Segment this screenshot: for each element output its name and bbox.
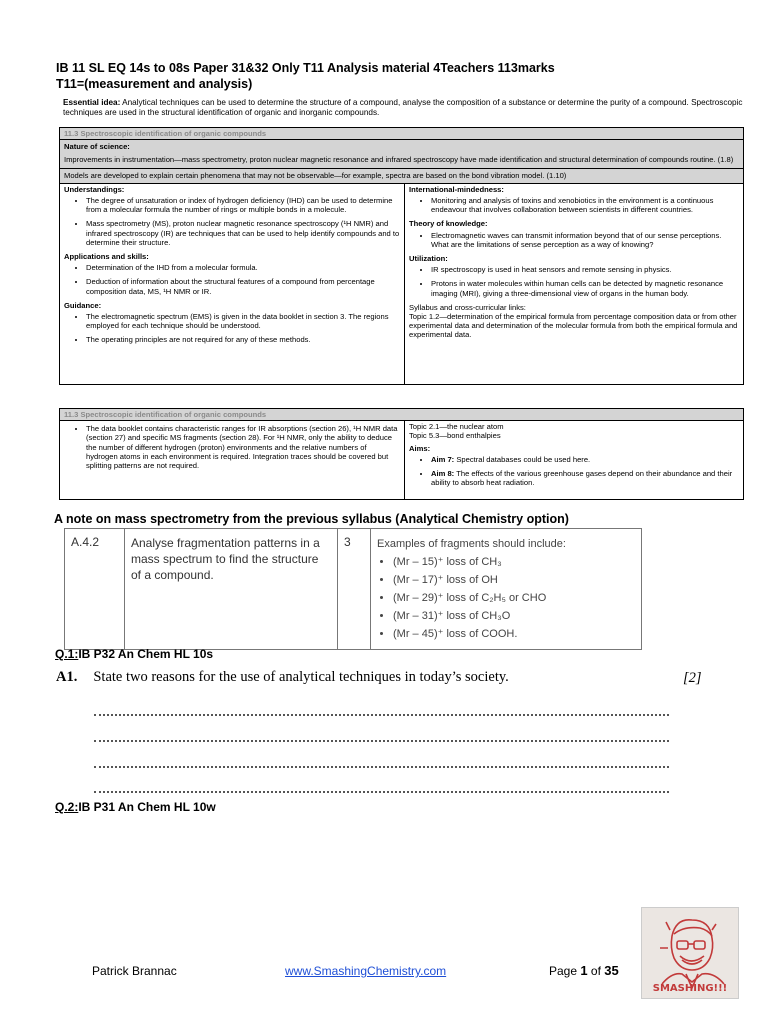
footer-author: Patrick Brannac: [92, 964, 177, 978]
nature-of-science: [60, 140, 744, 184]
title-line-2: T11=(measurement and analysis): [56, 77, 253, 91]
applications-list: [64, 263, 400, 296]
fragment-examples: [371, 529, 642, 650]
list-item: • The electromagnetic spectrum (EMS) is given in the data booklet in section 3. The regions employed for each technique should be understood.: [86, 312, 400, 330]
list-item: • Determination of the IHD from a molecular formula.: [86, 263, 400, 272]
list-item: • Electromagnetic waves can transmit information beyond that of our sense perceptions. What are the limitations of sense perception as a way of knowing?: [431, 231, 739, 249]
links-label: Syllabus and cross-curricular links:: [409, 302, 526, 312]
aim8-text: The effects of the various greenhouse gases depend on their abundance and their ability to absorb heat radiation.: [431, 469, 733, 488]
intl-label: International-mindedness:: [409, 184, 504, 194]
page-prefix: Page: [549, 964, 581, 978]
links-text: Topic 1.2—determination of the empirical formula from percentage composition data or from other experimental data and determination of the molecular formula from both the empirical formula and experimental data.: [409, 312, 738, 340]
list-item: • (Mr – 29)⁺ loss of C₂H₅ or CHO: [393, 589, 635, 607]
footer-website-link[interactable]: www.SmashingChemistry.com: [285, 964, 447, 978]
intl-list: [409, 196, 739, 214]
page-of: of: [587, 964, 605, 978]
page-total: 35: [604, 963, 619, 978]
syllabus-header: 11.3 Spectroscopic identification of organic compounds: [60, 128, 744, 140]
fragment-list: [377, 553, 635, 643]
list-item: • Deduction of information about the structural features of a compound from percentage composition data, MS, ¹H NMR or IR.: [86, 277, 400, 295]
list-item: • IR spectroscopy is used in heat sensors and remote sensing in physics.: [431, 265, 739, 274]
q2-heading: [55, 800, 216, 814]
q1-question: [56, 669, 509, 686]
tok-list: [409, 231, 739, 249]
syllabus-table-2: [59, 408, 744, 500]
list-item: • Protons in water molecules within human cells can be detected by magnetic resonance imaging (MRI), giving a three-dimensional view of organs in the human body.: [431, 279, 739, 297]
utilization-label: Utilization:: [409, 254, 448, 264]
aim8-label: Aim 8:: [431, 469, 455, 479]
answer-line[interactable]: [94, 766, 669, 768]
syllabus-table-1: [59, 127, 744, 385]
q1-label: Q.1:: [55, 647, 79, 661]
answer-line[interactable]: [94, 791, 669, 793]
note-heading: A note on mass spectrometry from the previous syllabus (Analytical Chemistry option): [54, 512, 569, 526]
page-current: 1: [580, 963, 588, 978]
aim7-text: Spectral databases could be used here.: [456, 454, 591, 464]
list-item: • Mass spectrometry (MS), proton nuclear magnetic resonance spectroscopy (¹H NMR) and infrared spectroscopy (IR) are techniques that can be used to help identify compounds and to determine their structure.: [86, 219, 400, 247]
q1-text: State two reasons for the use of analytical techniques in today’s society.: [93, 669, 509, 685]
list-item: • The operating principles are not required for any of these methods.: [86, 335, 400, 344]
objective-text: Analyse fragmentation patterns in a mass spectrum to find the structure of a compound.: [125, 529, 338, 650]
list-item: • (Mr – 31)⁺ loss of CH₃O: [393, 607, 635, 625]
list-item: [431, 455, 739, 464]
topic-link-1: Topic 2.1—the nuclear atom: [409, 422, 504, 432]
understandings-column: [60, 183, 405, 384]
list-item: • (Mr – 17)⁺ loss of OH: [393, 571, 635, 589]
answer-line[interactable]: [94, 740, 669, 742]
guidance-list: [64, 312, 400, 345]
aim7-label: Aim 7:: [431, 454, 455, 464]
q1-number: A1.: [56, 669, 78, 685]
objective-code: A.4.2: [65, 529, 125, 650]
objective-level: 3: [338, 529, 371, 650]
applications-label: Applications and skills:: [64, 252, 149, 262]
list-item: • Monitoring and analysis of toxins and xenobiotics in the environment is a continuous endeavour that involves collaboration between scientists in different countries.: [431, 196, 739, 214]
footer-page-number: [549, 963, 619, 978]
nature-text-2: Models are developed to explain certain phenomena that may not be observable—for example, spectra are based on the bond vibration model. (1.10): [60, 168, 743, 180]
q1-source: IB P32 An Chem HL 10s: [78, 647, 214, 661]
list-item: • The data booklet contains characteristic ranges for IR absorptions (section 26), ¹H NMR data (section 27) and specific MS fragments (section 28). For ¹H NMR, only the ability to deduce the number of different hydrogen (proton) environments and the relative numbers of hydrogen atoms in each environment is required. Integration traces should be covered but splitting patterns are not required.: [86, 424, 400, 470]
list-item: • (Mr – 15)⁺ loss of CH₃: [393, 553, 635, 571]
topic-link-2: Topic 5.3—bond enthalpies: [409, 431, 501, 441]
document-title: [56, 60, 555, 92]
smashing-chemistry-logo: [641, 907, 739, 999]
list-item: • (Mr – 45)⁺ loss of COOH.: [393, 625, 635, 643]
q2-source: IB P31 An Chem HL 10w: [78, 800, 216, 814]
aims-label: Aims:: [409, 443, 431, 453]
mass-spec-table: [64, 528, 642, 650]
essential-idea-text: Analytical techniques can be used to determine the structure of a compound, analyse the composition of a substance or determine the purity of a compound. Spectroscopic techniques are used in the structural identification of organic and inorganic compounds.: [63, 98, 743, 117]
data-booklet-column: [60, 421, 405, 500]
aims-column: [405, 421, 744, 500]
utilization-list: [409, 265, 739, 298]
list-item: [431, 469, 739, 487]
logo-text: SMASHING!!!: [652, 983, 728, 994]
examples-label: Examples of fragments should include:: [377, 538, 566, 550]
guidance-label: Guidance:: [64, 300, 102, 310]
nature-label: Nature of science:: [64, 142, 130, 152]
aims-list: [409, 455, 739, 488]
international-column: [405, 183, 744, 384]
data-booklet-list: [64, 424, 400, 470]
understandings-label: Understandings:: [64, 184, 125, 194]
tok-label: Theory of knowledge:: [409, 219, 488, 229]
title-line-1: IB 11 SL EQ 14s to 08s Paper 31&32 Only T11 Analysis material 4Teachers 113marks: [56, 61, 555, 75]
syllabus-header-2: 11.3 Spectroscopic identification of organic compounds: [60, 409, 744, 421]
answer-line[interactable]: [94, 714, 669, 716]
nature-text-1: Improvements in instrumentation—mass spectrometry, proton nuclear magnetic resonance and infrared spectroscopy have made identification and structural determination of compounds routine. (1.8): [64, 155, 734, 165]
understandings-list: [64, 196, 400, 247]
essential-idea: [63, 98, 743, 118]
essential-idea-label: Essential idea:: [63, 98, 121, 107]
q1-marks: [2]: [683, 670, 702, 686]
q1-heading: [55, 647, 213, 661]
list-item: • The degree of unsaturation or index of hydrogen deficiency (IHD) can be used to determine from a molecular formula the number of rings or multiple bonds in a molecule.: [86, 196, 400, 214]
q2-label: Q.2:: [55, 800, 79, 814]
